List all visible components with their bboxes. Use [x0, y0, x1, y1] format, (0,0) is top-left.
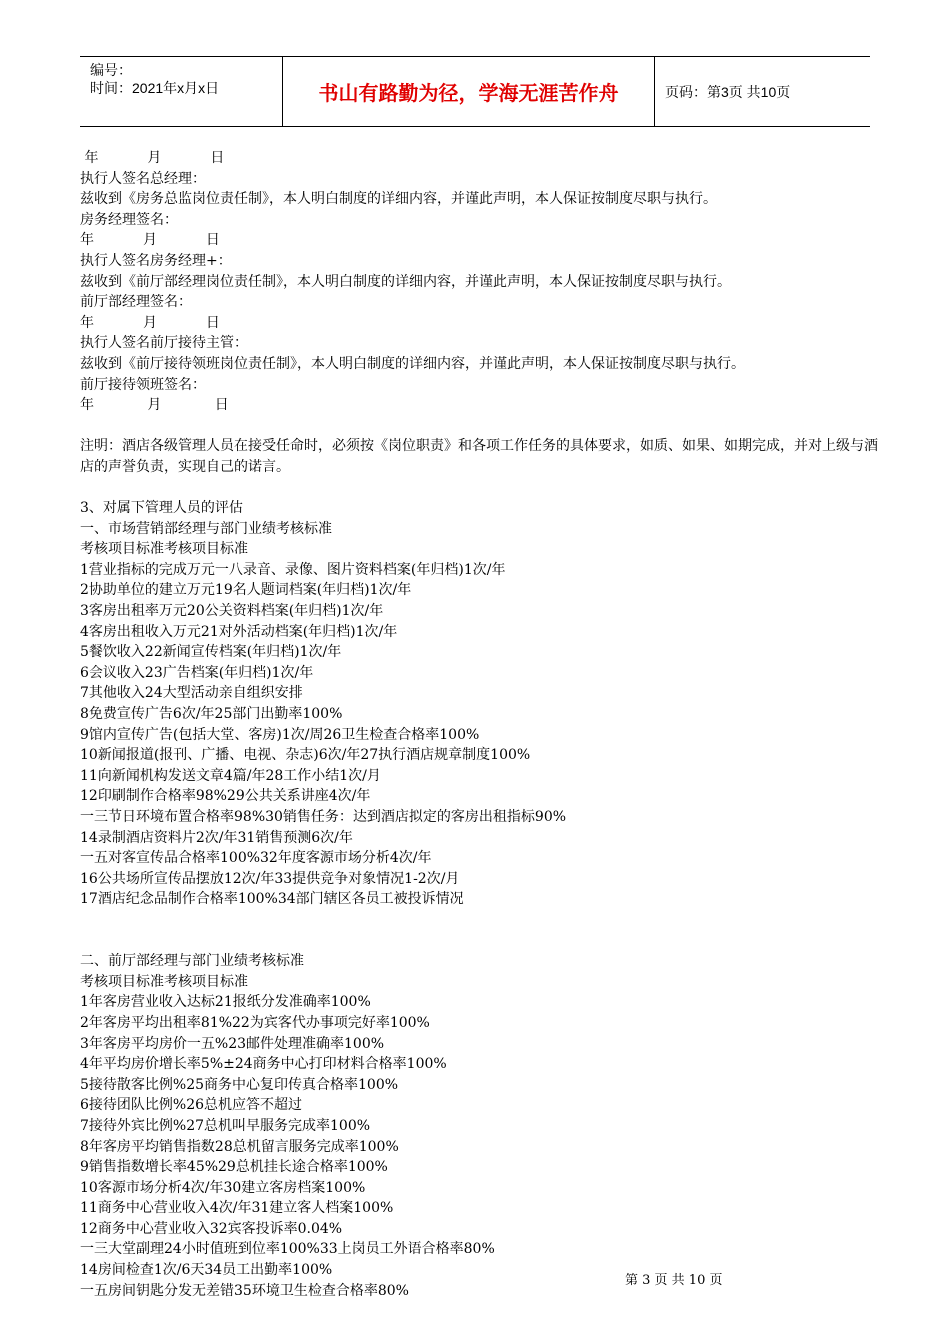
text-line: 前厅接待领班签名： — [80, 376, 206, 393]
text-line: 一三大堂副理24小时值班到位率100%33上岗员工外语合格率80% — [80, 1241, 495, 1258]
text-line: 兹收到《房务总监岗位责任制》，本人明白制度的详细内容，并谨此声明，本人保证按制度尽职与执行。 — [80, 191, 717, 208]
text-line: 1营业指标的完成万元一八录音、录像、图片资料档案(年归档)1次/年 — [80, 561, 506, 578]
text-line: 4客房出租收入万元21对外活动档案(年归档)1次/年 — [80, 623, 398, 640]
text-line: 年 月 日 — [80, 232, 220, 249]
text-line: 考核项目标准考核项目标准 — [80, 541, 248, 558]
text-line: 执行人签名前厅接待主管： — [80, 335, 248, 352]
doc-time-label: 时间：2021年x月x日 — [90, 80, 220, 96]
text-line: 11向新闻机构发送文章4篇/年28工作小结1次/月 — [80, 767, 381, 784]
signature-section — [80, 148, 880, 416]
text-line: 兹收到《前厅部经理岗位责任制》，本人明白制度的详细内容，并谨此声明，本人保证按制度尽职与执行。 — [80, 273, 731, 290]
text-line: 2年客房平均出租率81%22为宾客代办事项完好率100% — [80, 1014, 430, 1031]
text-line: 年 月 日 — [80, 397, 229, 414]
header-meta — [80, 57, 282, 126]
page-footer: 第 3 页 共 10 页 — [625, 1273, 723, 1288]
text-line: 兹收到《前厅接待领班岗位责任制》，本人明白制度的详细内容，并谨此声明，本人保证按制度尽职与执行。 — [80, 355, 745, 372]
text-line: 1年客房营业收入达标21报纸分发准确率100% — [80, 994, 371, 1011]
text-line: 10新闻报道(报刊、广播、电视、杂志)6次/年27执行酒店规章制度100% — [80, 747, 531, 764]
text-line: 11商务中心营业收入4次/年31建立客人档案100% — [80, 1200, 394, 1217]
text-line: 年 月 日 — [80, 314, 220, 331]
text-line: 5接待散客比例%25商务中心复印传真合格率100% — [80, 1076, 399, 1093]
text-line: 一五对客宣传品合格率100%32年度客源市场分析4次/年 — [80, 850, 432, 867]
text-line: 16公共场所宣传品摆放12次/年33提供竞争对象情况1-2次/月 — [80, 870, 460, 887]
text-line: 房务经理签名： — [80, 211, 178, 228]
text-line: 4年平均房价增长率5%±24商务中心打印材料合格率100% — [80, 1056, 447, 1073]
header-page-code: 页码：第3页 共10页 — [665, 83, 791, 100]
text-line: 12商务中心营业收入32宾客投诉率0.04% — [80, 1220, 343, 1237]
text-line: 5餐饮收入22新闻宣传档案(年归档)1次/年 — [80, 644, 342, 661]
text-line: 14房间检查1次/6天34员工出勤率100% — [80, 1262, 333, 1279]
text-line: 9销售指数增长率45%29总机挂长途合格率100% — [80, 1159, 388, 1176]
text-line: 一、市场营销部经理与部门业绩考核标准 — [80, 520, 332, 537]
text-line: 6接待团队比例%26总机应答不超过 — [80, 1097, 303, 1114]
header-motto: 书山有路勤为径，学海无涯苦作舟 — [282, 57, 655, 126]
text-line: 一五房间钥匙分发无差错35环境卫生检查合格率80% — [80, 1282, 409, 1299]
marketing-standards-section — [80, 498, 880, 910]
text-line: 二、前厅部经理与部门业绩考核标准 — [80, 953, 304, 970]
page-header — [80, 56, 870, 127]
document-body — [80, 148, 880, 1301]
text-line: 7接待外宾比例%27总机叫早服务完成率100% — [80, 1117, 371, 1134]
text-line: 8免费宣传广告6次/年25部门出勤率100% — [80, 706, 343, 723]
text-line: 3、对属下管理人员的评估 — [80, 500, 243, 517]
text-line: 一三节日环境布置合格率98%30销售任务：达到酒店拟定的客房出租指标90% — [80, 809, 567, 825]
text-line: 3年客房平均房价一五%23邮件处理准确率100% — [80, 1035, 385, 1052]
front-office-standards-section — [80, 951, 880, 1301]
text-line: 考核项目标准考核项目标准 — [80, 973, 248, 990]
text-line: 8年客房平均销售指数28总机留言服务完成率100% — [80, 1138, 399, 1155]
text-line: 6会议收入23广告档案(年归档)1次/年 — [80, 664, 314, 681]
text-line: 12印刷制作合格率98%29公共关系讲座4次/年 — [80, 788, 371, 805]
text-line: 17酒店纪念品制作合格率100%34部门辖区各员工被投诉情况 — [80, 891, 464, 908]
text-line: 前厅部经理签名： — [80, 294, 192, 311]
text-line: 9馆内宣传广告(包括大堂、客房)1次/周26卫生检查合格率100% — [80, 726, 480, 743]
text-line: 2协助单位的建立万元19名人题词档案(年归档)1次/年 — [80, 582, 412, 599]
text-line: 10客源市场分析4次/年30建立客房档案100% — [80, 1179, 366, 1196]
doc-number-label: 编号： — [90, 62, 132, 78]
text-line: 执行人签名房务经理+： — [80, 252, 232, 269]
text-line: 3客房出租率万元20公关资料档案(年归档)1次/年 — [80, 603, 384, 620]
text-line: 14录制酒店资料片2次/年31销售预测6次/年 — [80, 829, 353, 846]
text-line: 7其他收入24大型活动亲自组织安排 — [80, 685, 303, 702]
text-line: 执行人签名总经理： — [80, 170, 206, 187]
text-line: 年 月 日 — [80, 150, 225, 166]
note-paragraph: 注明：酒店各级管理人员在接受任命时，必须按《岗位职责》和各项工作任务的具体要求，如质、如果、如期完成，并对上级与酒店的声誉负责，实现自己的诺言。 — [80, 438, 878, 475]
